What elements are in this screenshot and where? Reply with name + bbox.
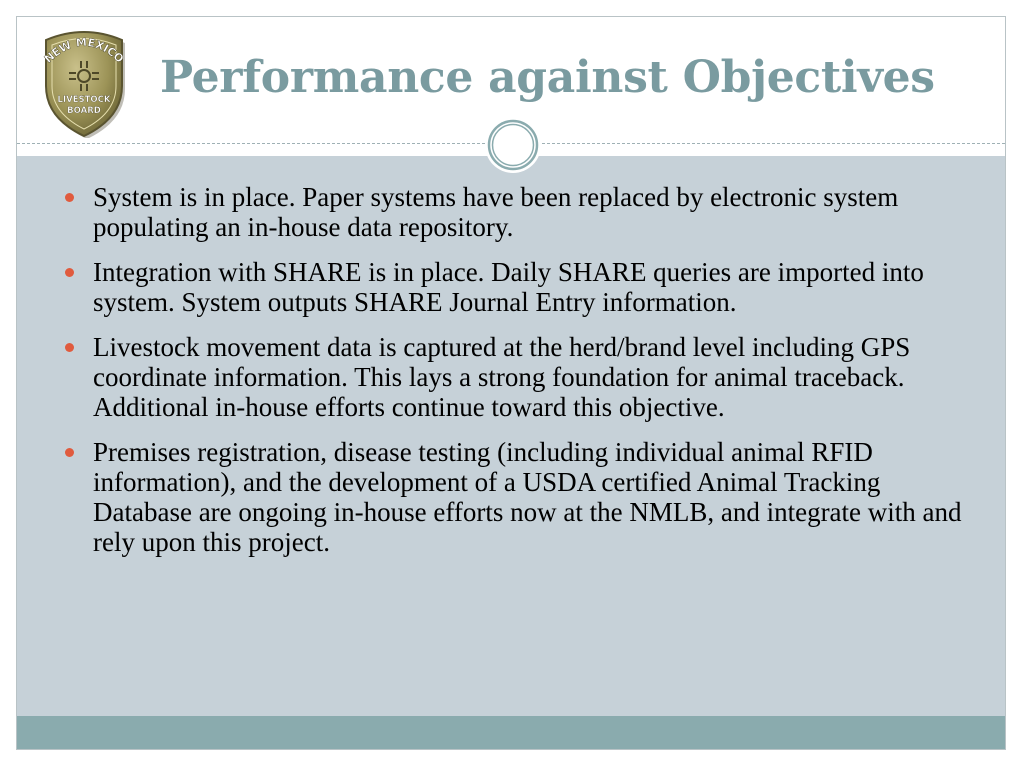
bullet-item — [62, 332, 972, 422]
bullet-text: Livestock movement data is captured at the herd/brand level including GPS coordinate information. This lays a strong foundation for animal traceback. Additional in-house efforts continue toward this objective. — [93, 332, 911, 422]
new-mexico-livestock-board-badge-icon — [36, 26, 132, 138]
bullet-dot-icon — [65, 268, 74, 277]
bullet-text: System is in place. Paper systems have been replaced by electronic system populating an in-house data repository. — [93, 182, 899, 242]
bullet-item — [62, 257, 972, 317]
logo-line-2: BOARD — [67, 106, 101, 116]
slide-title: Performance against Objectives — [160, 52, 935, 103]
bullet-dot-icon — [65, 193, 74, 202]
bullet-dot-icon — [65, 448, 74, 457]
bullet-text: Premises registration, disease testing (including individual animal RFID information), and the development of a USDA certified Animal Tracking Database are ongoing in-house efforts now at the NMLB, and integrate with and rely upon this project. — [93, 437, 962, 557]
circle-ornament-icon — [484, 116, 542, 174]
bullet-list — [62, 182, 972, 572]
bullet-text: Integration with SHARE is in place. Daily SHARE queries are imported into system. System outputs SHARE Journal Entry information. — [93, 257, 924, 317]
footer-bar — [17, 716, 1005, 749]
logo-badge-graphic — [36, 26, 132, 138]
bullet-item — [62, 437, 972, 557]
bullet-dot-icon — [65, 343, 74, 352]
logo-arc-text: NEW MEXICO — [41, 35, 127, 66]
bullet-item — [62, 182, 972, 242]
logo-line-1: LIVESTOCK — [57, 95, 111, 105]
